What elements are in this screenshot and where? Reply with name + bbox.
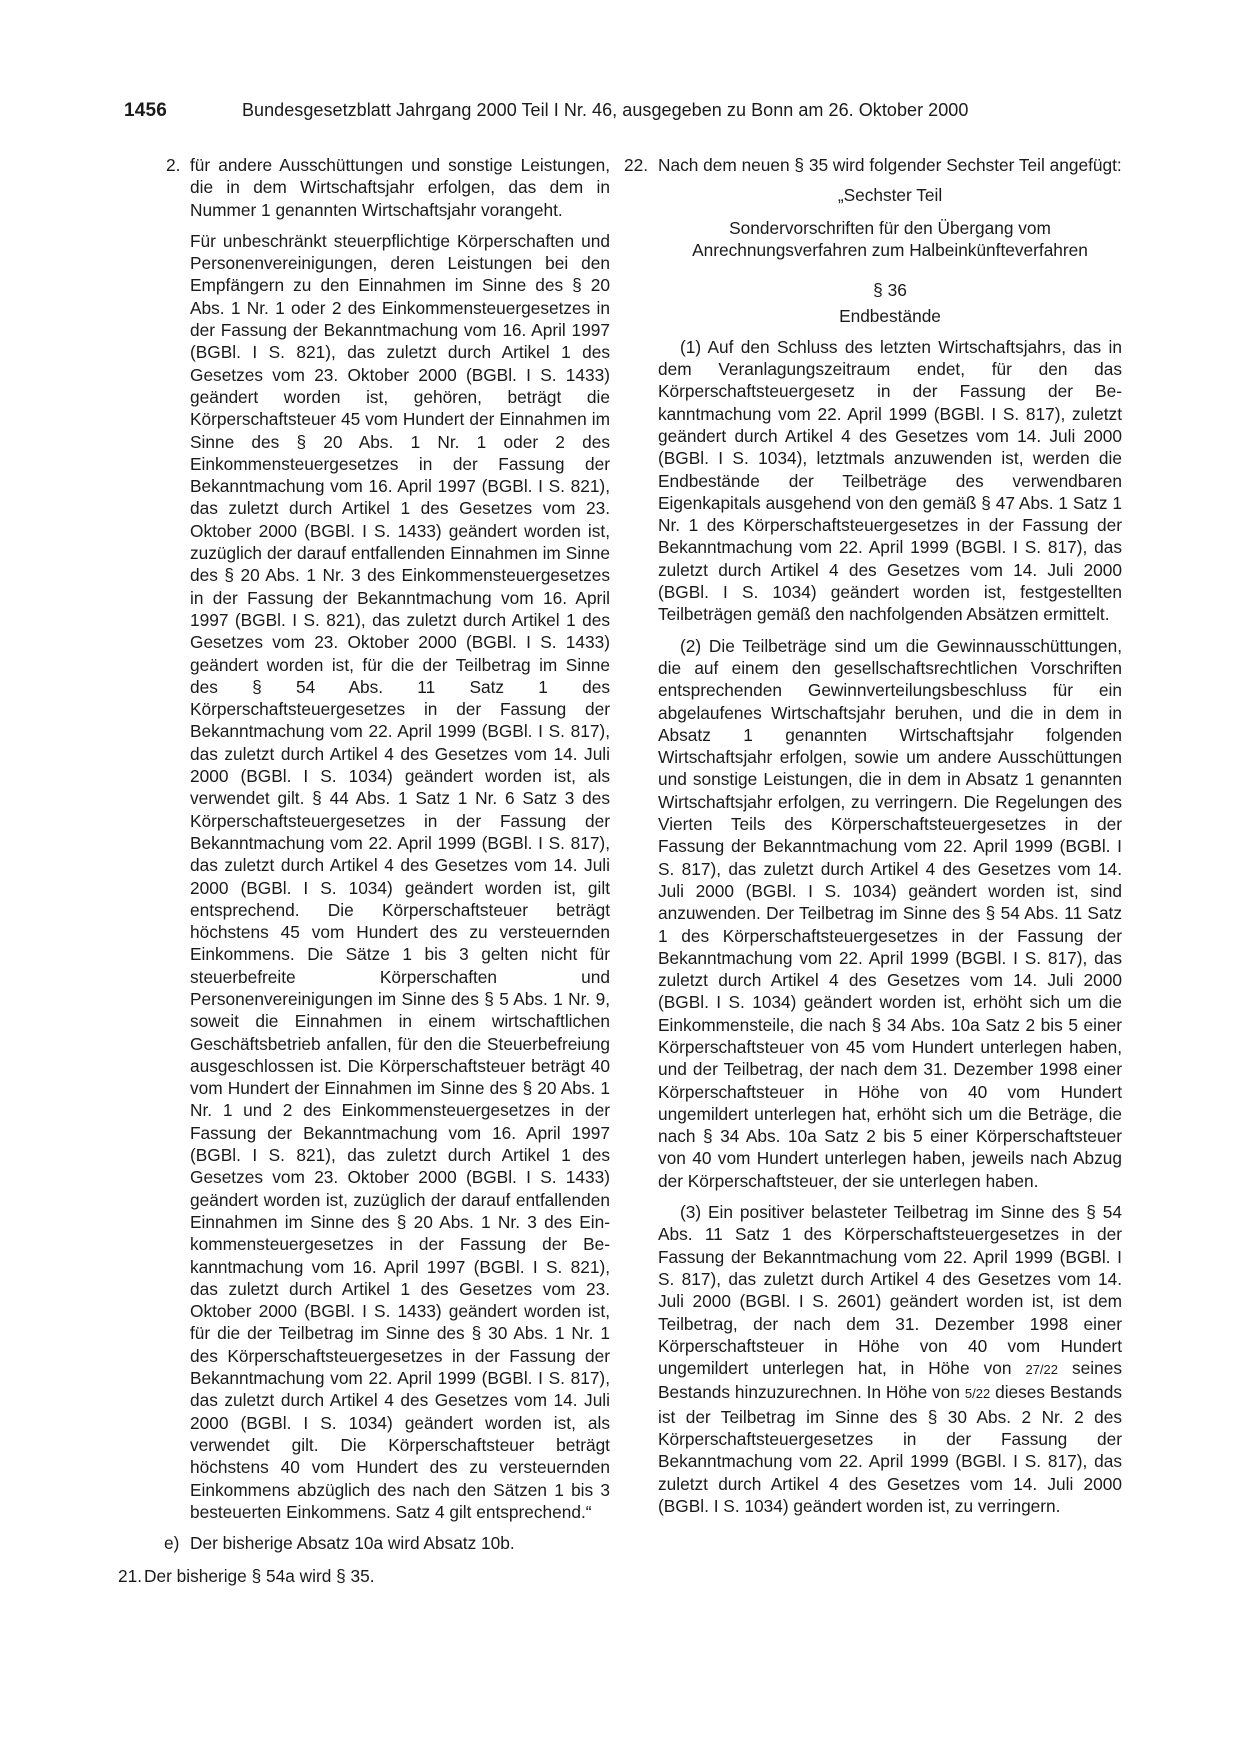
left-column (118, 154, 610, 1588)
section-number: § 36 (873, 280, 907, 301)
section-title: Endbestände (839, 306, 941, 327)
section-paragraph-3 (658, 1201, 1122, 1517)
list-item-e (118, 1532, 610, 1554)
list-item-2 (118, 154, 610, 221)
paragraph-text: seines Bestands hinzuzurechnen. In Höhe von (658, 1358, 1122, 1403)
running-title: Bundesgesetzblatt Jahrgang 2000 Teil I Nr. 46, ausgegeben zu Bonn am 26. Oktober 2000 (242, 100, 969, 120)
section-paragraph-2: (2) Die Teilbeträge sind um die Gewinnausschüttungen, die auf einem den gesellschaftsrechtlichen Vorschriften entsprechenden Gewinnverteilungsbeschluss für ein abgelaufenes Wirtschaftsjahr beruhen, und die in dem in Absatz 1 genannten Wirtschaftsjahr folgenden Wirtschaftsjahr erfolgen, sowie um andere Ausschüttungen und sonstige Leistungen, die in dem in Absatz 1 genannten Wirtschaftsjahr erfolgen, zu verringern. Die Regelungen des Vierten Teils des Körperschaftsteuergesetzes in der Fassung der Bekanntmachung vom 22. April 1999 (BGBl. I S. 817), das zuletzt durch Artikel 4 des Gesetzes vom 14. Juli 2000 (BGBl. I S. 1034) geändert worden ist, sind anzuwenden. Der Teilbetrag im Sinne des § 54 Abs. 11 Satz 1 des Körperschaftsteuergesetzes in der Fassung der Bekanntmachung vom 22. April 1999 (BGBl. I S. 817), das zuletzt durch Artikel 4 des Gesetzes vom 14. Juli 2000 (BGBl. I S. 1034) geändert worden ist, erhöht sich um die Einkommensteile, die nach § 34 Abs. 10a Satz 2 bis 5 einer Körperschaftsteuer von 45 vom Hundert unterlegen haben, und der Teilbetrag, der nach dem 31. Dezember 1998 einer Körperschaftsteuer in Höhe von 40 vom Hundert ungemildert unterlegen hat, erhöht sich um die Beträge, die nach § 34 Abs. 10a Satz 2 bis 5 einer Körperschaftsteuer von 40 vom Hundert unterlegen haben, jeweils nach Abzug der Körperschaftsteuer, der sie unterlegen haben. (658, 635, 1122, 1191)
paragraph-text: dieses Bestands ist der Teilbetrag im Sinne des § 30 Abs. 2 Nr. 2 des Körperschaftsteuergesetzes in der Fassung der Bekanntmachung vom 22. April 1999 (BGBl. I S. 817), das zuletzt durch Artikel 4 des Gesetzes vom 14. Juli 2000 (BGBl. I S. 1034) geändert worden ist, zu verringern. (658, 1382, 1122, 1516)
part-title: „Sechster Teil (837, 185, 943, 206)
item-number: e) (164, 1533, 180, 1554)
item-text: Der bisherige § 54a wird § 35. (144, 1566, 375, 1587)
amendment-text (624, 184, 1122, 1517)
page-header (124, 100, 1000, 126)
section-paragraph-1: (1) Auf den Schluss des letzten Wirtschaftsjahrs, das in dem Veranlagungszeitraum endet, für den das Körperschaftsteuergesetz in der Fassung der Bekanntmachung vom 22. April 1999 (BGBl. I S. 817), zuletzt geändert durch Artikel 4 des Gesetzes vom 14. Juli 2000 (BGBl. I S. 1034), letztmals anzuwenden ist, werden die Endbestände der Teilbeträge des verwendbaren Eigenkapitals ausgehend von den gemäß § 47 Abs. 1 Satz 1 Nr. 1 des Körperschaftsteuergesetzes in der Fassung der Bekanntmachung vom 22. April 1999 (BGBl. I S. 817), das zuletzt durch Artikel 4 des Gesetzes vom 14. Juli 2000 (BGBl. I S. 1034) geändert worden ist, festgestellten Teilbeträgen gemäß den nachfolgenden Absätzen ermittelt. (658, 336, 1122, 625)
paragraph-text: (3) Ein positiver belasteter Teilbetrag im Sinne des § 54 Abs. 11 Satz 1 des Körperschaftsteuergesetzes in der Fassung der Bekanntmachung vom 22. April 1999 (BGBl. I S. 817), das zuletzt durch Artikel 4 des Gesetzes vom 14. Juli 2000 (BGBl. I S. 2601) geändert worden ist, ist dem Teilbetrag, der nach dem 31. Dezember 1998 einer Körperschaftsteuer in Höhe von 40 vom Hundert ungemildert unterlegen hat, in Höhe von (658, 1202, 1122, 1379)
item-text: für andere Ausschüttungen und sonstige Leistungen, die in dem Wirtschaftsjahr erfolgen, das dem in Nummer 1 genannten Wirtschaftsjahr vorangeht. (190, 155, 610, 220)
item-number: 22. (624, 155, 649, 175)
list-item-21 (118, 1565, 610, 1587)
item-number: 21. (118, 1566, 143, 1587)
right-column (624, 154, 1122, 1517)
part-subtitle: Sondervorschriften für den Übergang vom Anrechnungsverfahren zum Halbeinkünfteverfahren (692, 217, 1088, 260)
page-number: 1456 (124, 100, 168, 121)
item-number: 2. (166, 155, 181, 175)
body-paragraph: Für unbeschränkt steuerpflichtige Körperschaften und Personenvereinigungen, deren Leistungen bei den Empfängern zu den Einnahmen im Sinne des § 20 Abs. 1 Nr. 1 oder 2 des Einkommensteuergesetzes in der Fassung der Bekanntmachung vom 16. April 1997 (BGBl. I S. 821), das zuletzt durch Artikel 1 des Gesetzes vom 23. Oktober 2000 (BGBl. I S. 1433) geändert worden ist, gehören, beträgt die Körperschaftsteuer 45 vom Hundert der Einnahmen im Sinne des § 20 Abs. 1 Nr. 1 oder 2 des Einkommensteuergesetzes in der Fassung der Bekanntmachung vom 16. April 1997 (BGBl. I S. 821), das zuletzt durch Artikel 1 des Gesetzes vom 23. Oktober 2000 (BGBl. I S. 1433) geändert worden ist, zuzüglich der darauf entfallenden Einnahmen im Sinne des § 20 Abs. 1 Nr. 3 des Einkommensteuergesetzes in der Fassung der Bekanntmachung vom 16. April 1997 (BGBl. I S. 821), das zuletzt durch Artikel 1 des Gesetzes vom 23. Oktober 2000 (BGBl. I S. 1433) geändert worden ist, für die der Teilbetrag im Sinne des § 54 Abs. 11 Satz 1 des Körperschaftsteuergesetzes in der Fassung der Bekanntmachung vom 22. April 1999 (BGBl. I S. 817), das zuletzt durch Artikel 4 des Gesetzes vom 14. Juli 2000 (BGBl. I S. 1034) geändert worden ist, als verwendet gilt. § 44 Abs. 1 Satz 1 Nr. 6 Satz 3 des Körperschaftsteuergesetzes in der Fassung der Bekanntmachung vom 22. April 1999 (BGBl. I S. 817), das zuletzt durch Artikel 4 des Gesetzes vom 14. Juli 2000 (BGBl. I S. 1034) geändert worden ist, gilt entsprechend. Die Körperschaftsteuer beträgt höchstens 45 vom Hundert des zu versteuernden Einkommens. Die Sätze 1 bis 3 gelten nicht für steuerbefreite Körperschaften und Personenvereinigungen im Sinne des § 5 Abs. 1 Nr. 9, soweit die Einnahmen in einem wirtschaftlichen Geschäftsbetrieb anfallen, für den die Steuerbefreiung ausgeschlossen ist. Die Körperschaftsteuer beträgt 40 vom Hundert der Einnahmen im Sinne des § 20 Abs. 1 Nr. 1 und 2 des Einkommensteuergesetzes in der Fassung der Bekanntmachung vom 16. April 1997 (BGBl. I S. 821), das zuletzt durch Artikel 1 des Gesetzes vom 23. Oktober 2000 (BGBl. I S. 1433) geändert worden ist, zuzüglich der darauf entfallenden Einnahmen im Sinne des § 20 Abs. 1 Nr. 3 des Einkommensteuergesetzes in der Fassung der Bekanntmachung vom 16. April 1997 (BGBl. I S. 821), das zuletzt durch Artikel 1 des Gesetzes vom 23. Oktober 2000 (BGBl. I S. 1433) geändert worden ist, für die der Teilbetrag im Sinne des § 30 Abs. 1 Nr. 1 des Körperschaftsteuergesetzes in der Fassung der Bekanntmachung vom 22. April 1999 (BGBl. I S. 817), das zuletzt durch Artikel 4 des Gesetzes vom 14. Juli 2000 (BGBl. I S. 1034) geändert worden ist, als verwendet gilt. Die Körperschaftsteuer beträgt höchstens 40 vom Hundert des zu versteuernden Einkommens abzüglich des nach den Sätzen 1 bis 3 besteuerten Einkommens. Satz 4 gilt entsprechend.“ (190, 230, 610, 1522)
fraction: 5/22 (964, 1386, 991, 1402)
fraction: 27/22 (1025, 1362, 1059, 1378)
item-text: Nach dem neuen § 35 wird folgender Sechster Teil angefügt: (658, 155, 1122, 175)
item-text: Der bisherige Absatz 10a wird Absatz 10b. (190, 1533, 515, 1554)
list-item-22 (624, 154, 1122, 176)
